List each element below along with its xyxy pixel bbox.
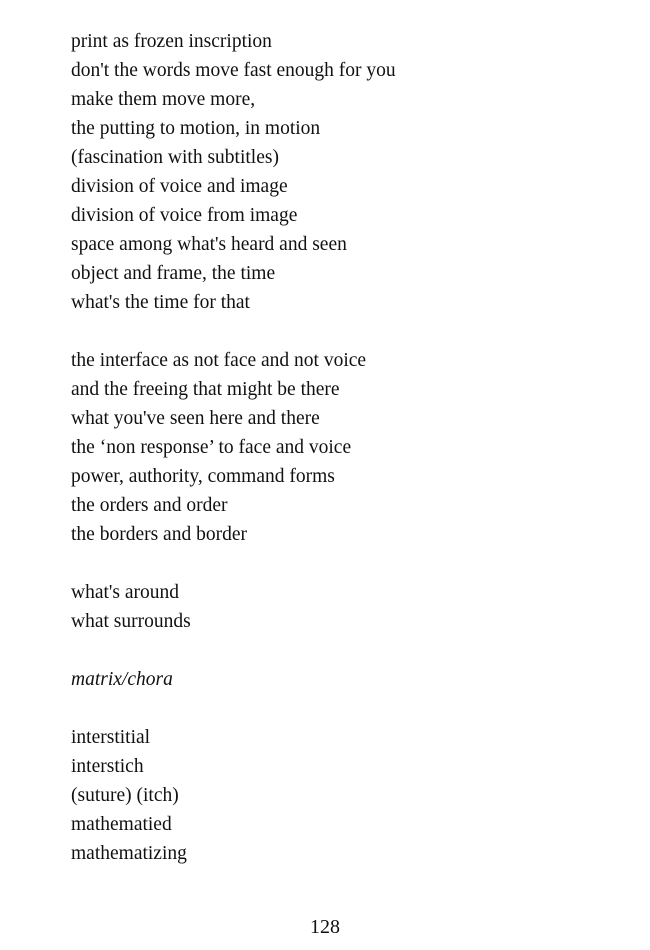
- poem-line: mathematied: [71, 814, 172, 835]
- poem-line: division of voice from image: [71, 205, 298, 226]
- poem-text: [71, 27, 631, 868]
- poem-line: division of voice and image: [71, 176, 288, 197]
- poem-line: (fascination with subtitles): [71, 147, 279, 168]
- poem-line-italic: matrix/chora: [71, 669, 173, 690]
- stanza-5: [71, 723, 631, 868]
- stanza-break: [71, 549, 631, 578]
- poem-line: what's around: [71, 582, 180, 603]
- stanza-4: [71, 665, 631, 694]
- poem-line: the ‘non response’ to face and voice: [71, 437, 352, 458]
- poem-line: make them move more,: [71, 89, 256, 110]
- poem-line: the borders and border: [71, 524, 247, 545]
- poem-line: the interface as not face and not voice: [71, 350, 367, 371]
- poem-line: power, authority, command forms: [71, 466, 335, 487]
- stanza-break: [71, 317, 631, 346]
- poem-line: don't the words move fast enough for you: [71, 60, 396, 81]
- stanza-break: [71, 694, 631, 723]
- poem-line: what surrounds: [71, 611, 191, 632]
- poem-line: interstich: [71, 756, 144, 777]
- stanza-break: [71, 636, 631, 665]
- poem-line: interstitial: [71, 727, 151, 748]
- poem-line: object and frame, the time: [71, 263, 276, 284]
- poem-line: mathematizing: [71, 843, 187, 864]
- poem-line: and the freeing that might be there: [71, 379, 340, 400]
- stanza-3: [71, 578, 631, 636]
- page-number: 128: [310, 916, 340, 938]
- poem-line: the orders and order: [71, 495, 228, 516]
- poem-line: print as frozen inscription: [71, 31, 272, 52]
- poem-line: the putting to motion, in motion: [71, 118, 321, 139]
- stanza-1: [71, 27, 631, 317]
- poem-line: what you've seen here and there: [71, 408, 320, 429]
- poem-line: space among what's heard and seen: [71, 234, 347, 255]
- poem-line: what's the time for that: [71, 292, 250, 313]
- poem-line: (suture) (itch): [71, 785, 179, 806]
- stanza-2: [71, 346, 631, 549]
